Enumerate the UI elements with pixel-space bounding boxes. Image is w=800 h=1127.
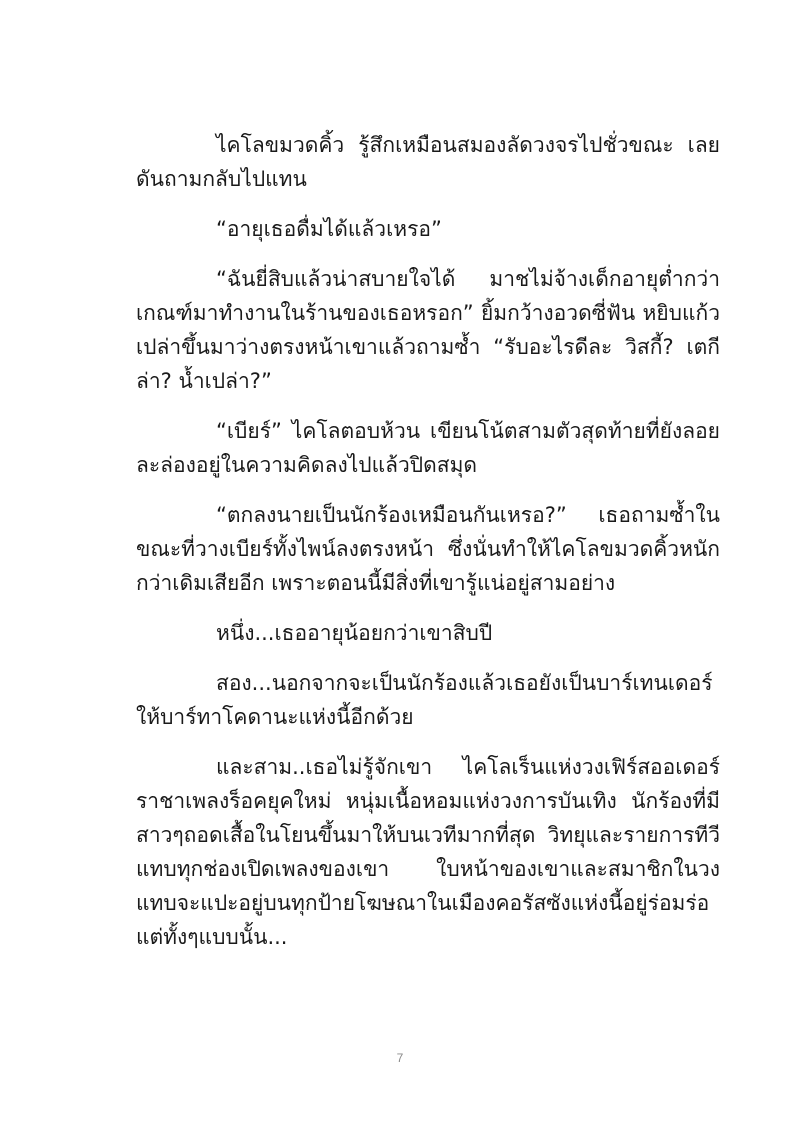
- paragraph-7: สอง...นอกจากจะเป็นนักร้องแล้วเธอยังเป็นบาร์เทนเดอร์ให้บาร์ทาโคดานะแห่งนี้อีกด้วย: [136, 671, 713, 729]
- paragraph-1: ไคโลขมวดคิ้ว รู้สึกเหมือนสมองลัดวงจรไปชั่วขณะ เลยดันถามกลับไปแทน: [136, 133, 720, 191]
- paragraph-4: “เบียร์” ไคโลตอบห้วน เขียนโน้ตสามตัวสุดท้ายที่ยังลอยละล่องอยู่ในความคิดลงไปแล้วปิดสมุด: [136, 419, 720, 477]
- page-number: 7: [396, 1051, 404, 1065]
- paragraph-2: “อายุเธอดื่มได้แล้วเหรอ”: [216, 217, 442, 241]
- body-text: [136, 128, 720, 970]
- paragraph-3: “ฉันยี่สิบแล้วน่าสบายใจได้ มาชไม่จ้างเด็กอายุต่ำกว่าเกณฑ์มาทำงานในร้านของเธอหรอก” ยิ้มกว้างอวดซี่ฟัน หยิบแก้วเปล่าขึ้นมาว่างตรงหน้าเขาแล้วถามซ้ำ “รับอะไรดีละ วิสกี้? เตกีล่า? น้ำเปล่า?”: [136, 267, 720, 393]
- paragraph-8: และสาม..เธอไม่รู้จักเขา ไคโลเร็นแห่งวงเฟิร์สออเดอร์ ราชาเพลงร็อคยุคใหม่ หนุ่มเนื้อหอมแห่งวงการบันเทิง นักร้องที่มีสาวๆถอดเสื้อในโยนขึ้นมาให้บนเวทีมากที่สุด วิทยุและรายการทีวีแทบทุกช่องเปิดเพลงของเขา ใบหน้าของเขาและสมาชิกในวงแทบจะแปะอยู่บนทุกป้ายโฆษณาในเมืองคอรัสซังแห่งนี้อยู่ร่อมร่อ แต่ทั้งๆแบบนั้น...: [136, 755, 720, 949]
- paragraph-6: หนึ่ง...เธออายุน้อยกว่าเขาสิบปี: [216, 621, 493, 645]
- paragraph-5: “ตกลงนายเป็นนักร้องเหมือนกันเหรอ?” เธอถามซ้ำในขณะที่วางเบียร์ทั้งไพน์ลงตรงหน้า ซึ่งนั่นทำให้ไคโลขมวดคิ้วหนักกว่าเดิมเสียอีก เพราะตอนนี้มีสิ่งที่เขารู้แน่อยู่สามอย่าง: [136, 503, 720, 595]
